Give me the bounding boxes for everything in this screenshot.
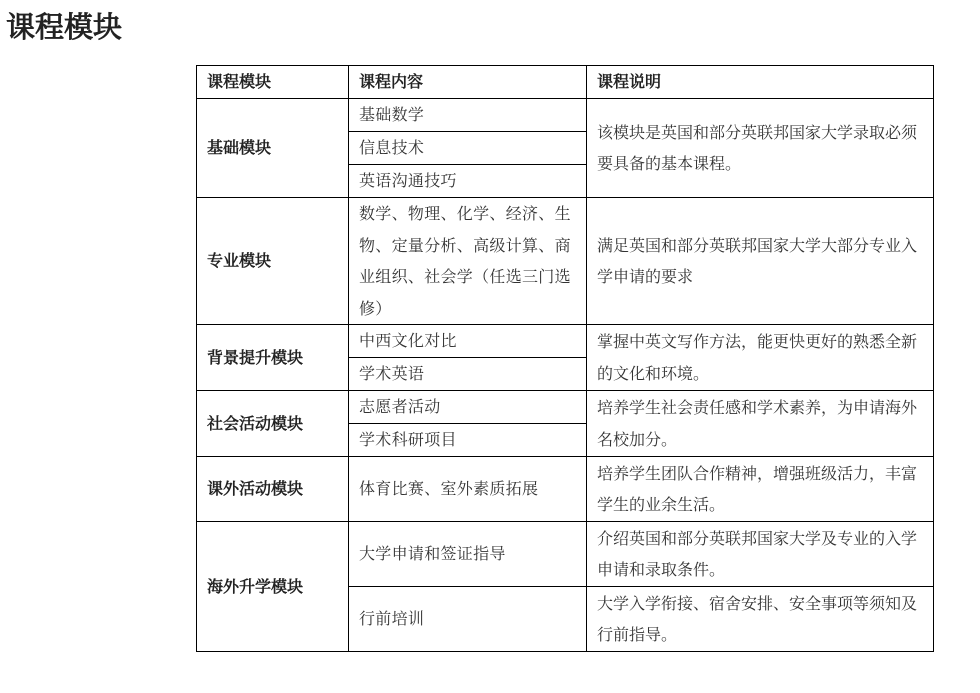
page-title: 课程模块 bbox=[6, 10, 123, 44]
module-name: 海外升学模块 bbox=[197, 522, 349, 652]
description-cell: 介绍英国和部分英联邦国家大学及专业的入学申请和录取条件。 bbox=[587, 522, 934, 587]
table-row bbox=[197, 522, 934, 587]
module-name: 专业模块 bbox=[197, 198, 349, 325]
table-row bbox=[197, 457, 934, 522]
content-cell: 数学、物理、化学、经济、生物、定量分析、高级计算、商业组织、社会学（任选三门选修） bbox=[349, 198, 587, 325]
content-cell: 体育比赛、室外素质拓展 bbox=[349, 457, 587, 522]
module-name: 基础模块 bbox=[197, 99, 349, 198]
content-cell: 行前培训 bbox=[349, 587, 587, 652]
module-name: 社会活动模块 bbox=[197, 391, 349, 457]
table-header-row bbox=[197, 66, 934, 99]
content-cell: 信息技术 bbox=[349, 132, 587, 165]
description-cell: 掌握中英文写作方法，能更快更好的熟悉全新的文化和环境。 bbox=[587, 325, 934, 391]
description-cell: 大学入学衔接、宿舍安排、安全事项等须知及行前指导。 bbox=[587, 587, 934, 652]
description-cell: 培养学生团队合作精神，增强班级活力，丰富学生的业余生活。 bbox=[587, 457, 934, 522]
header-description: 课程说明 bbox=[587, 66, 934, 99]
module-name: 背景提升模块 bbox=[197, 325, 349, 391]
content-cell: 学术科研项目 bbox=[349, 424, 587, 457]
table-row bbox=[197, 391, 934, 424]
table-row bbox=[197, 99, 934, 132]
content-cell: 学术英语 bbox=[349, 358, 587, 391]
content-cell: 大学申请和签证指导 bbox=[349, 522, 587, 587]
content-cell: 基础数学 bbox=[349, 99, 587, 132]
header-module: 课程模块 bbox=[197, 66, 349, 99]
content-cell: 志愿者活动 bbox=[349, 391, 587, 424]
table-row bbox=[197, 198, 934, 325]
module-name: 课外活动模块 bbox=[197, 457, 349, 522]
content-cell: 英语沟通技巧 bbox=[349, 165, 587, 198]
description-cell: 该模块是英国和部分英联邦国家大学录取必须要具备的基本课程。 bbox=[587, 99, 934, 198]
content-cell: 中西文化对比 bbox=[349, 325, 587, 358]
table-row bbox=[197, 325, 934, 358]
description-cell: 满足英国和部分英联邦国家大学大部分专业入学申请的要求 bbox=[587, 198, 934, 325]
course-module-table bbox=[196, 65, 934, 652]
header-content: 课程内容 bbox=[349, 66, 587, 99]
description-cell: 培养学生社会责任感和学术素养，为申请海外名校加分。 bbox=[587, 391, 934, 457]
